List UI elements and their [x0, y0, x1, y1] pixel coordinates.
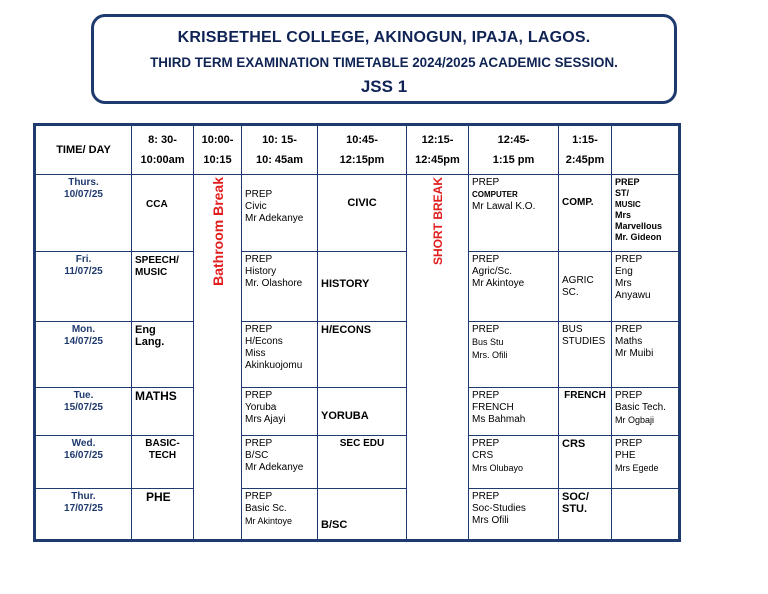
exam-timetable	[33, 123, 681, 542]
exam-cell: HISTORY	[318, 252, 407, 322]
col-header-slot-6: 12:45- 1:15 pm	[469, 125, 559, 175]
prep-cell: PREP Yoruba Mrs Ajayi	[242, 388, 318, 436]
header-row	[35, 125, 680, 175]
prep-cell: PREP Soc-Studies Mrs Ofili	[469, 489, 559, 541]
prep-cell: PREP COMPUTER Mr Lawal K.O.	[469, 175, 559, 252]
exam-cell: SPEECH/ MUSIC	[132, 252, 194, 322]
exam-cell: FRENCH	[559, 388, 612, 436]
table-row	[35, 436, 680, 489]
day-cell: Thurs. 10/07/25	[35, 175, 132, 252]
col-header-slot-7: 1:15- 2:45pm	[559, 125, 612, 175]
college-name: KRISBETHEL COLLEGE, AKINOGUN, IPAJA, LAGOS.	[177, 29, 591, 46]
prep-cell: PREP PHE Mrs Egede	[612, 436, 680, 489]
bathroom-break-label: Bathroom Break	[209, 177, 226, 286]
day-cell: Fri. 11/07/25	[35, 252, 132, 322]
exam-cell: Eng Lang.	[132, 322, 194, 388]
prep-cell: PREP History Mr. Olashore	[242, 252, 318, 322]
prep-cell: PREP ST/ MUSIC Mrs Marvellous Mr. Gideon	[612, 175, 680, 252]
prep-cell	[612, 489, 680, 541]
prep-cell: PREP Maths Mr Muibi	[612, 322, 680, 388]
prep-cell: PREP Basic Sc. Mr Akintoye	[242, 489, 318, 541]
day-cell: Thur. 17/07/25	[35, 489, 132, 541]
exam-cell: AGRIC SC.	[559, 252, 612, 322]
col-header-slot-8	[612, 125, 680, 175]
exam-cell: CCA	[132, 175, 194, 252]
exam-cell: SEC EDU	[318, 436, 407, 489]
prep-cell: PREP Bus Stu Mrs. Ofili	[469, 322, 559, 388]
table-row	[35, 175, 680, 252]
prep-cell: PREP Basic Tech. Mr Ogbaji	[612, 388, 680, 436]
short-break-label: SHORT BREAK	[430, 177, 445, 266]
day-cell: Tue. 15/07/25	[35, 388, 132, 436]
exam-cell: H/ECONS	[318, 322, 407, 388]
day-cell: Mon. 14/07/25	[35, 322, 132, 388]
prep-cell: PREP H/Econs Miss Akinkuojomu	[242, 322, 318, 388]
prep-cell: PREP CRS Mrs Olubayo	[469, 436, 559, 489]
exam-cell: PHE	[132, 489, 194, 541]
exam-cell: YORUBA	[318, 388, 407, 436]
prep-cell: PREP Eng Mrs Anyawu	[612, 252, 680, 322]
col-header-slot-2: 10:00- 10:15	[194, 125, 242, 175]
table-row	[35, 322, 680, 388]
timetable-subtitle: THIRD TERM EXAMINATION TIMETABLE 2024/2025 ACADEMIC SESSION.	[150, 55, 618, 70]
table-row	[35, 489, 680, 541]
prep-cell: PREP Agric/Sc. Mr Akintoye	[469, 252, 559, 322]
prep-cell: PREP Civic Mr Adekanye	[242, 175, 318, 252]
exam-cell: CIVIC	[318, 175, 407, 252]
prep-cell: PREP B/SC Mr Adekanye	[242, 436, 318, 489]
bathroom-break-cell	[194, 175, 242, 541]
prep-cell: PREP FRENCH Ms Bahmah	[469, 388, 559, 436]
exam-cell: BUS STUDIES	[559, 322, 612, 388]
exam-cell: B/SC	[318, 489, 407, 541]
short-break-cell	[407, 175, 469, 541]
class-title: JSS 1	[360, 77, 408, 96]
col-header-time-day: TIME/ DAY	[35, 125, 132, 175]
exam-cell: SOC/ STU.	[559, 489, 612, 541]
table-row	[35, 252, 680, 322]
col-header-slot-1: 8: 30- 10:00am	[132, 125, 194, 175]
exam-cell: COMP.	[559, 175, 612, 252]
table-row	[35, 388, 680, 436]
day-cell: Wed. 16/07/25	[35, 436, 132, 489]
exam-cell: BASIC- TECH	[132, 436, 194, 489]
col-header-slot-5: 12:15- 12:45pm	[407, 125, 469, 175]
exam-cell: CRS	[559, 436, 612, 489]
title-box	[91, 14, 677, 104]
exam-cell: MATHS	[132, 388, 194, 436]
col-header-slot-4: 10:45- 12:15pm	[318, 125, 407, 175]
col-header-slot-3: 10: 15- 10: 45am	[242, 125, 318, 175]
